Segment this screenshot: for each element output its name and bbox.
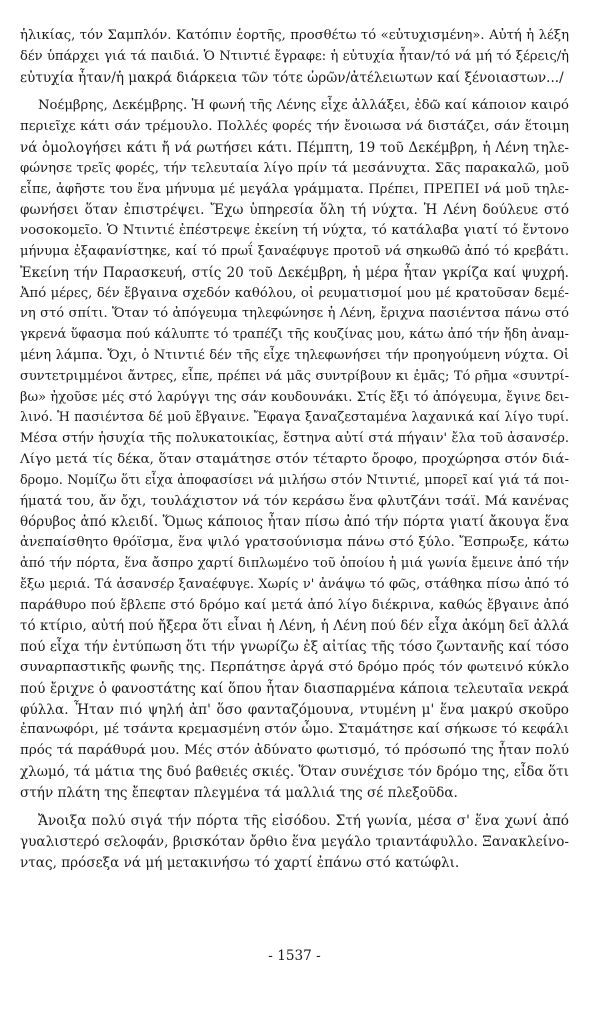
text-line: θόρυβος ἀπό κλειδί. Ὅμως κάποιος ἦταν πίσω ἀπό τήν πόρτα γιατί ἄκουγα ἕνα [20, 514, 569, 531]
text-line: ήματά του, ἄν ὄχι, τουλάχιστον νά τόν κεράσω ἕνα φλυτζάνι τσάϊ. Μά κανένας [20, 493, 569, 509]
text-line: νοσοκομεῖο. Ὁ Ντιντιέ ἐπέστρεψε ἐκείνη τή νύχτα, τό κατάλαβα γιατί τό ἔντονο [20, 223, 569, 239]
text-line: πρός τά παράθυρά μου. Μές στόν ἀδύνατο φωτισμό, τό πρόσωπό της ἦταν πολύ [20, 743, 569, 759]
text-line: γυαλιστερό σελοφάν, βρισκόταν ὄρθιο ἕνα μεγάλο τριαντάφυλλο. Ξανακλείνο- [20, 834, 569, 851]
body-text [20, 26, 569, 874]
text-line: νά ὁμολογήσει κάτι ἤ νά ρωτήσει κάτι. Πέμπτη, 19 τοῦ Δεκέμβρη, ἡ Λένη τηλε- [20, 139, 569, 156]
text-line: φωνήσει ὅταν ἐπιστρέψει. Ἔχω ὑπηρεσία ὅλη τή νύχτα. Ἡ Λένη δούλευε στό [20, 202, 569, 219]
text-line: Λίγο μετά τίς δέκα, ὅταν σταμάτησε στόν τέταρτο ὄροφο, προχώρησα στόν διά- [20, 451, 569, 467]
text-line: βω» ἠχοῦσε μές στό λαρύγγι της σάν κουδουνάκι. Στίς ἔξι τό ἀπόγευμα, ἔγινε δει- [20, 389, 569, 405]
text-line: συντετριμμένοι ἄντρες, εἶπε, πρέπει νά μᾶς συντρίβουν κι ἐμᾶς; Τό ρῆμα «συντρί- [20, 368, 569, 384]
text-line: πού εἶχα τήν ἐντύπωση ὅτι τήν γνωρίζω ἐξ αἰτίας τῆς τόσο ζωντανῆς καί τόσο [20, 639, 569, 656]
text-line: δρομο. Νομίζω ὅτι εἶχα ἀποφασίσει νά μιλήσω στόν Ντιντιέ, μπορεῖ καί γιά τά ποι- [20, 472, 569, 488]
text-line: ἐπανωφόρι, μέ τσάντα κρεμασμένη στόν ὦμο. Σταμάτησε καί σήκωσε τό κεφάλι [20, 722, 569, 738]
text-line: φώνησε τρεῖς φορές, τήν τελευταία λίγο πρίν τά μεσάνυχτα. Σᾶς παρακαλῶ, μοῦ [20, 160, 569, 176]
text-line: δέν ὑπάρχει γιά τά παιδιά. Ὁ Ντιντιέ ἔγραφε: ἡ εὐτυχία ἦταν/τό νά μή τό ξέρεις/ἡ [20, 48, 569, 64]
text-line: εἶπε, ἀφῆστε του ἕνα μήνυμα μέ μεγάλα γράμματα. Πρέπει, ΠΡΕΠΕΙ νά μοῦ τηλε- [20, 181, 569, 197]
text-line: Μέσα στήν ἡσυχία τῆς πολυκατοικίας, ἔστηνα αὐτί στά πήγαιν' ἔλα τοῦ ἀσανσέρ. [20, 431, 569, 447]
text-line: ντας, πρόσεξα νά μή μετακινήσω τό χαρτί ἐπάνω στό κατώφλι. [20, 855, 460, 872]
text-line: Νοέμβρης, Δεκέμβρης. Ἡ φωνή τῆς Λένης εἶχε ἀλλάξει, ἐδῶ καί κάποιον καιρό [38, 98, 569, 114]
text-line: ἡλικίας, τόν Σαμπλόν. Κατόπιν ἑορτῆς, προσθέτω τό «εὐτυχισμένη». Αὐτή ἡ λέξη [20, 28, 569, 43]
text-line: χλωμό, τά μάτια της δυό βαθειές σκιές. Ὅταν συνέχισε τόν δρόμο της, εἶδα ὅτι [20, 763, 569, 780]
paragraph [20, 811, 569, 873]
paragraph [20, 26, 569, 88]
text-line: συναρπαστικῆς φωνῆς της. Περπάτησε ἀργά στό δρόμο πρός τόν φωτεινό κύκλο [20, 659, 569, 675]
text-line: γκρενά ὕφασμα πού κάλυπτε τό τραπέζι τῆς κουζίνας μου, κάτω ἀπό τήν ἤδη ἀναμ- [20, 327, 569, 343]
text-line: εὐτυχία ἦταν/ἡ μακρά διάρκεια τῶν τότε ὡρῶν/ἀτέλειωτων καί ξένοιαστων.../ [20, 69, 564, 86]
text-line: λινό. Ἡ πασιέντσα δέ μοῦ ἔβγαινε. Ἔφαγα ξαναζεσταμένα λαχανικά καί λίγο τυρί. [20, 410, 569, 426]
paragraph-gap [20, 803, 569, 811]
page-number: - 1537 - [268, 948, 321, 964]
text-line: φύλλα. Ἦταν πιό ψηλή ἀπ' ὅσο φανταζόμουνα, ντυμένη μ' ἕνα μακρύ σκοῦρο [20, 701, 569, 718]
text-line: περιεῖχε κάτι σάν τρέμουλο. Πολλές φορές τήν ἔνοιωσα νά διστάζει, σάν ἕτοιμη [20, 119, 569, 135]
text-line: μένη λάμπα. Ὄχι, ὁ Ντιντιέ δέν τῆς εἶχε τηλεφωνήσει τήν προηγούμενη νύχτα. Οἱ [20, 347, 569, 363]
text-line: παράθυρο πού ἔβλεπε στό δρόμο καί μετά ἀπό λίγο διέκρινα, καθώς ἔβγαινε ἀπό [20, 597, 569, 613]
text-line: ἀνεπαίσθητο θρόϊσμα, ἕνα ψιλό γρατσούνισμα πάνω στό ξύλο. Ἔσπρωξε, κάτω [20, 535, 569, 551]
paragraph-gap [20, 88, 569, 96]
paragraph [20, 96, 569, 803]
text-line: μήνυμα ἐξαφανίστηκε, καί τό πρωΐ ξαναέφυγε προτοῦ νά σηκωθῶ ἀπό τό κρεβάτι. [20, 243, 569, 259]
text-line: ἀπό τήν πόρτα, ἕνα ἄσπρο χαρτί διπλωμένο τοῦ ὁποίου ἡ μιά γωνία ἔμεινε ἀπό τήν [20, 555, 569, 571]
text-line: Ἐκείνη τήν Παρασκευή, στίς 20 τοῦ Δεκέμβρη, ἡ μέρα ἦταν γκρίζα καί ψυχρή. [20, 264, 569, 281]
text-line: Ἀπό μέρες, δέν ἔβγαινα σχεδόν καθόλου, οἱ ρευματισμοί μου μέ κρατοῦσαν δεμέ- [20, 285, 569, 301]
text-line: νη στό σπίτι. Ὅταν τό ἀπόγευμα τηλεφώνησε ἡ Λένη, ἔριχνα πασιέντσα πάνω στό [20, 306, 569, 322]
text-line: στήν πλάτη της ἔπεφταν πλεγμένα τά μαλλιά της σέ πλεξοῦδα. [20, 784, 458, 801]
text-line: πού ἔριχνε ὁ φανοστάτης καί ὅπου ἦταν διασπαρμένα κάποια τελευταῖα νεκρά [20, 680, 569, 697]
text-line: τό κτίριο, αὐτή πού ἤξερα ὅτι εἶναι ἡ Λένη, ἡ Λένη πού δέν εἶχα ἀκόμη δεῖ ἀλλά [20, 618, 569, 635]
text-line: Ἄνοιξα πολύ σιγά τήν πόρτα τῆς εἰσόδου. Στή γωνία, μέσα σ' ἕνα χωνί ἀπό [38, 813, 569, 830]
text-line: ἔξω μεριά. Τά ἀσανσέρ ξαναέφυγε. Χωρίς ν' ἀνάψω τό φῶς, στάθηκα πίσω ἀπό τό [20, 576, 569, 592]
